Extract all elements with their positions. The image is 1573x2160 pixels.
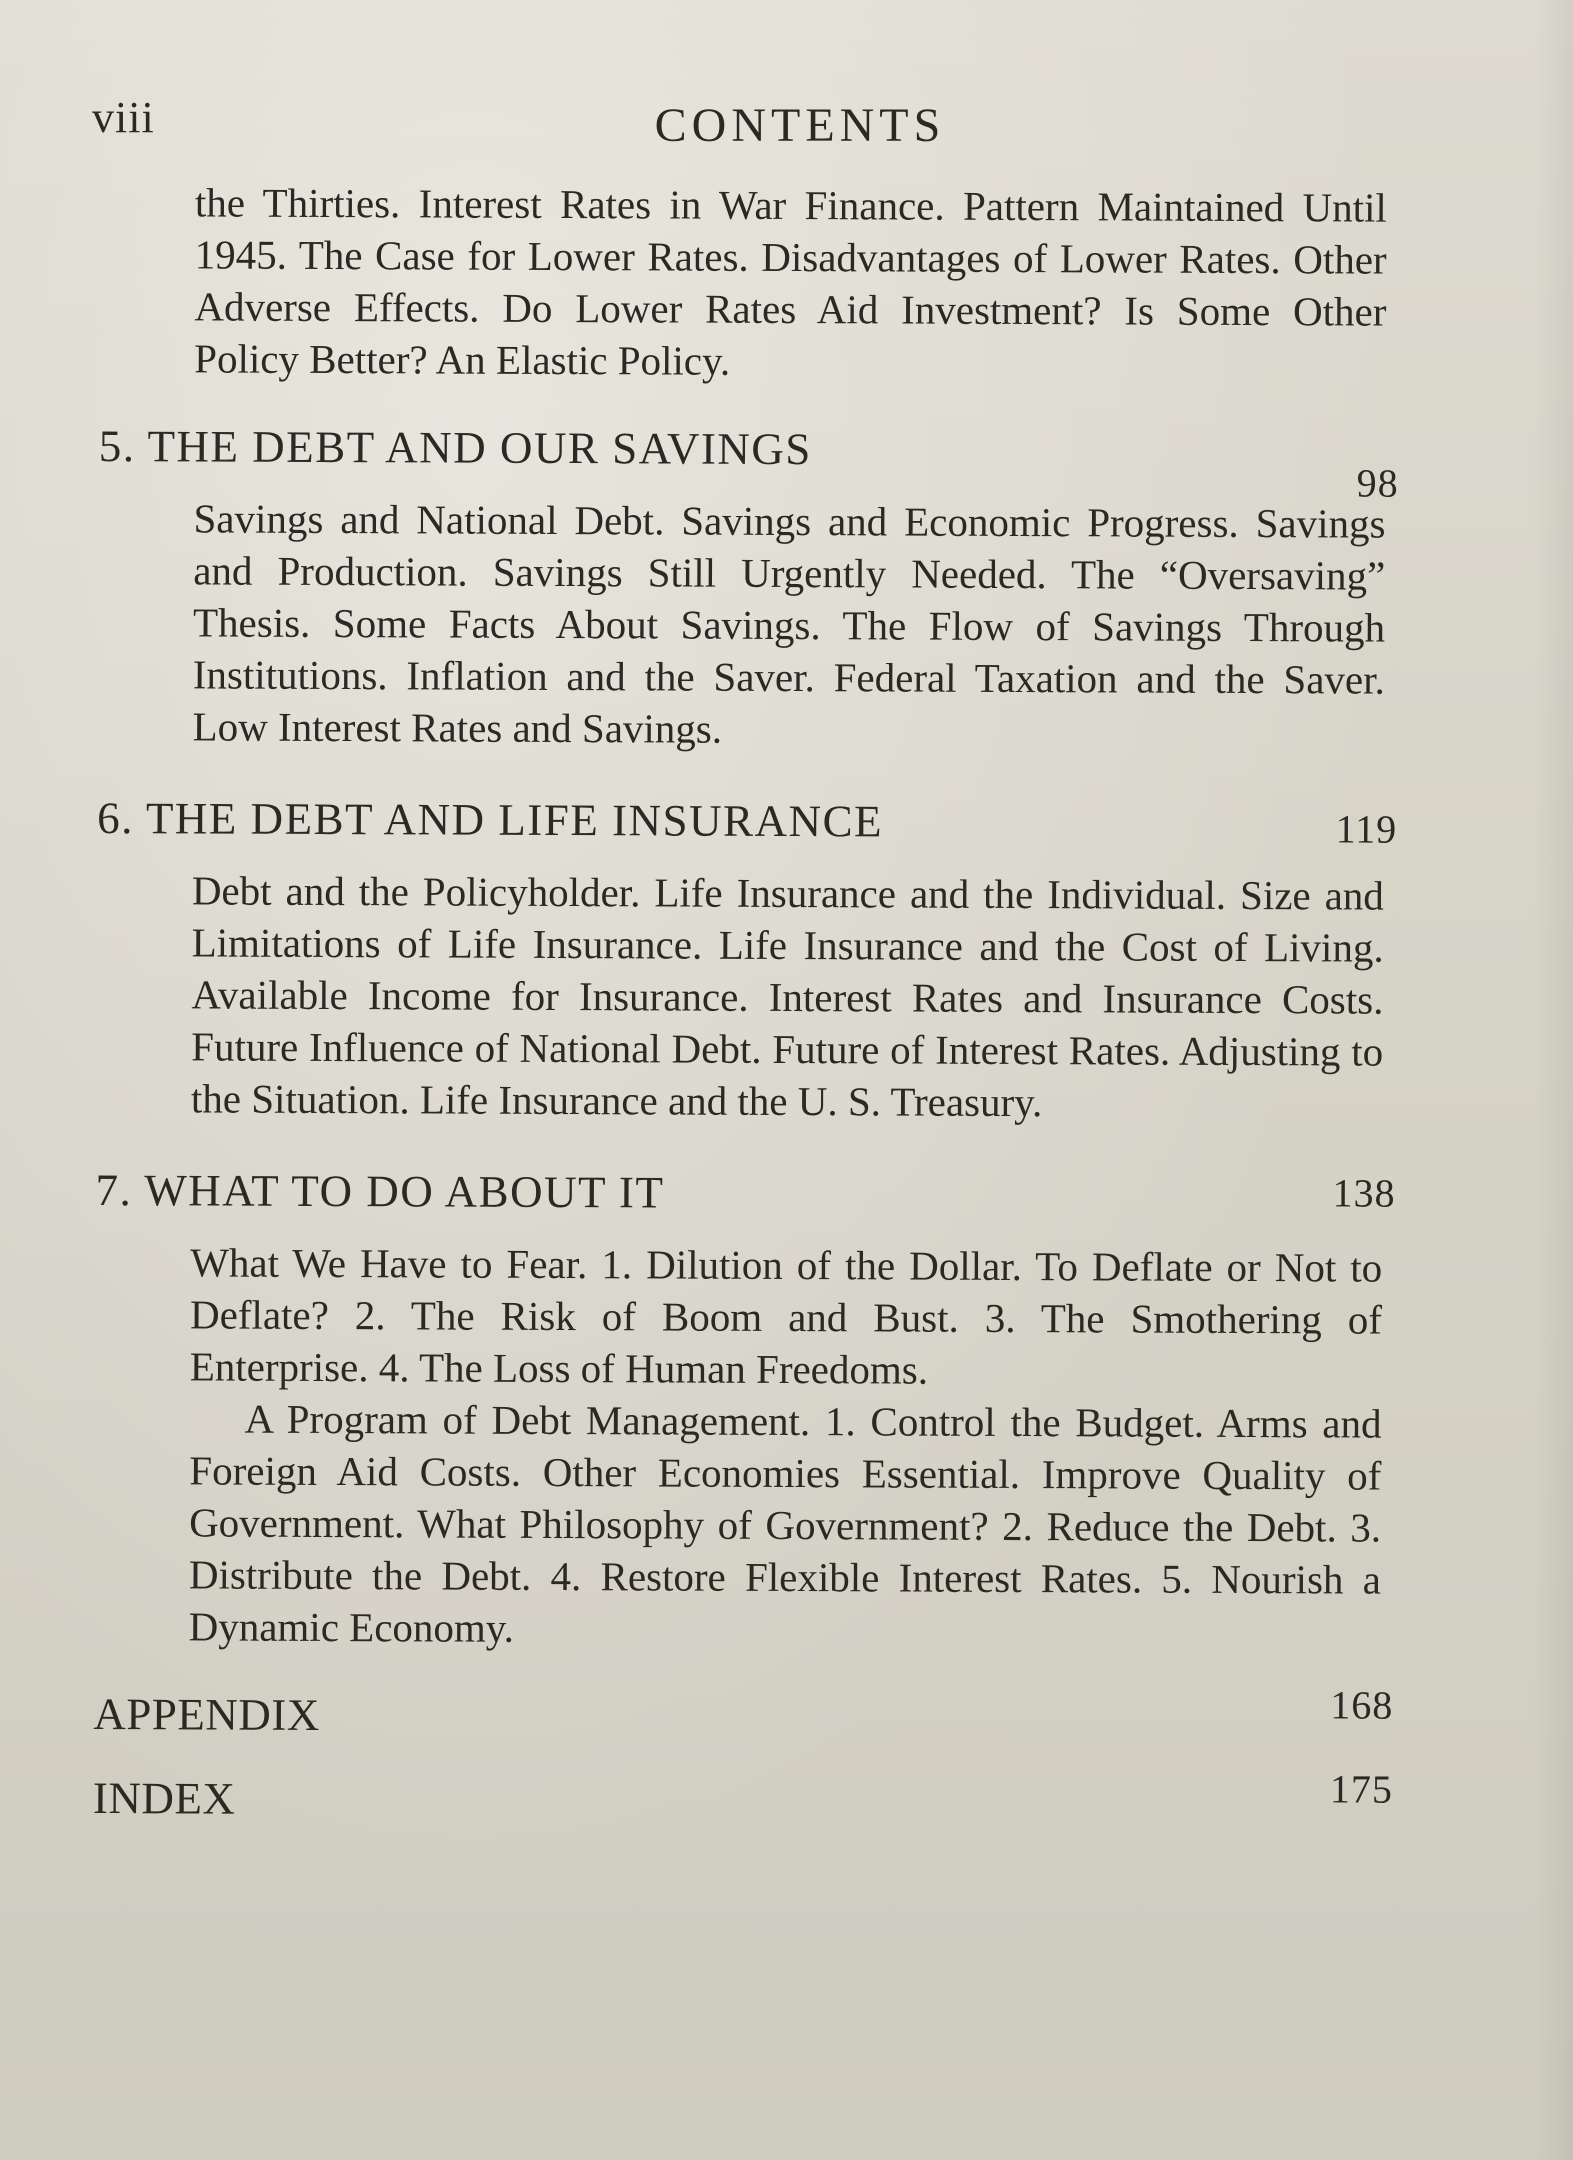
chapter-heading	[98, 420, 1399, 506]
page-edge-shadow	[1533, 0, 1573, 2160]
page-number: 168	[1330, 1682, 1394, 1728]
running-head: CONTENTS	[654, 99, 946, 152]
chapter-title: 7. WHAT TO DO ABOUT IT	[95, 1164, 665, 1218]
page-folio: viii	[92, 93, 155, 142]
chapter-entry-6	[96, 792, 1397, 1130]
chapter-heading	[95, 1164, 1395, 1232]
index-entry	[92, 1766, 1394, 1858]
chapter-summary	[97, 492, 1385, 758]
summary-paragraph: What We Have to Fear. 1. Dilution of the Dollar. To Deflate or Not to Deflate? 2. The Risk of Boom and Bust. 3. The Smothering of Enterprise. 4. The Loss of Human Freedoms.	[189, 1239, 1383, 1393]
page-number: 175	[1329, 1766, 1394, 1812]
chapter-heading	[97, 792, 1397, 860]
chapter-summary	[94, 1236, 1383, 1658]
summary-paragraph: Savings and National Debt. Savings and Economic Progress. Savings and Production. Savings Still Urgently Needed. The “Oversaving” Thesis. Some Facts About Savings. The Flow of Savings Through Institutions. Inflation and the Saver. Federal Taxation and the Saver. Low Interest Rates and Savings.	[192, 495, 1386, 752]
chapter-title: 5. THE DEBT AND OUR SAVINGS	[98, 420, 813, 475]
page-number: 98	[1356, 460, 1399, 506]
page-number: 119	[1335, 806, 1398, 852]
chapter-entry-7	[94, 1164, 1396, 1658]
page-number: 138	[1332, 1170, 1396, 1216]
summary-paragraph: A Program of Debt Management. 1. Control the Budget. Arms and Foreign Aid Costs. Other Economies Essential. Improve Quality of Government. What Philosophy of Government? 2. Reduce the Debt. 3. Distribute the Debt. 4. Restore Flexible Interest Rates. 5. Nourish a Dynamic Economy.	[188, 1395, 1382, 1651]
chapter-title: 6. THE DEBT AND LIFE INSURANCE	[97, 792, 884, 847]
continued-summary: the Thirties. Interest Rates in War Finance. Pattern Maintained Until 1945. The Case for Lower Rates. Disadvantages of Lower Rates. Other Adverse Effects. Do Lower Rates Aid Investment? Is Some Other Policy Better? An Elastic Policy.	[194, 179, 1387, 384]
chapter-entry-5	[97, 420, 1398, 758]
summary-paragraph: Debt and the Policyholder. Life Insurance and the Individual. Size and Limitations of Life Insurance. Life Insurance and the Cost of Living. Available Income for Insurance. Interest Rates and Insurance Costs. Future Influence of National Debt. Future of Interest Rates. Adjusting to the Situation. Life Insurance and the U. S. Treasury.	[190, 867, 1384, 1126]
chapter-summary	[96, 864, 1384, 1130]
appendix-entry	[93, 1682, 1394, 1774]
index-title: INDEX	[92, 1772, 236, 1824]
contents-list	[93, 176, 1400, 1858]
appendix-title: APPENDIX	[93, 1688, 320, 1740]
